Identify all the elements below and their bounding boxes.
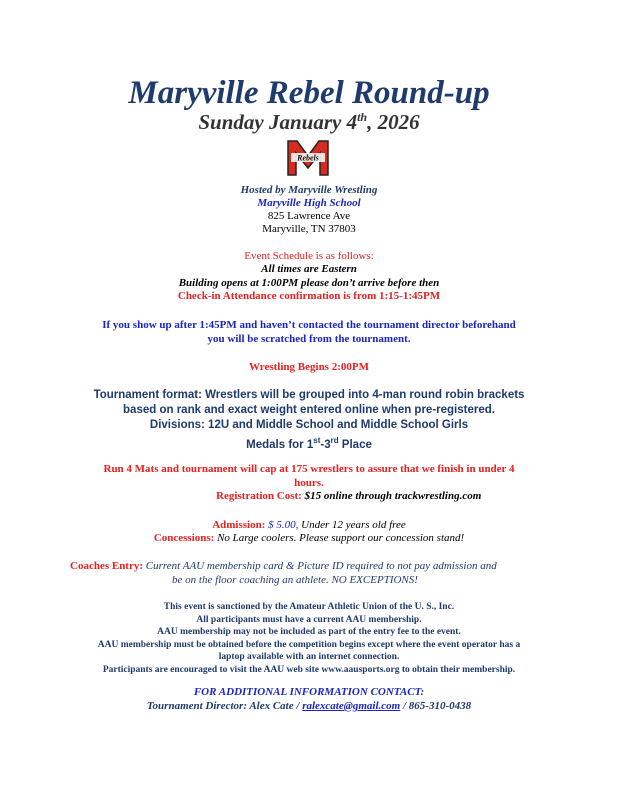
schedule-checkin: Check-in Attendance confirmation is from 1:15-1:45PM [177, 290, 441, 302]
schedule-building-open: Building opens at 1:00PM please don’t arrive before then [178, 277, 440, 289]
mats-line2: hours. [294, 477, 324, 489]
contact-heading: FOR ADDITIONAL INFORMATION CONTACT: [193, 686, 425, 698]
concessions: Concessions: No Large coolers. Please support our concession stand! [153, 532, 465, 544]
aau-line: All participants must have a current AAU membership. [196, 614, 422, 625]
format-line2: based on rank and exact weight entered online when pre-registered. [123, 404, 495, 416]
format-line1: Tournament format: Wrestlers will be grouped into 4-man round robin brackets [93, 389, 525, 401]
aau-line: AAU membership must be obtained before the competition begins except where the event operator has a [97, 639, 521, 650]
aau-line: Participants are encouraged to visit the AAU web site www.aausports.org to obtain their membership. [102, 665, 516, 675]
maryville-rebels-logo [287, 140, 329, 176]
coaches-entry-line1: Coaches Entry: Current AAU membership card & Picture ID required to not pay admission and [70, 560, 497, 572]
registration-cost: Registration Cost: $15 online through trackwrestling.com [216, 490, 482, 502]
format-medals: Medals for 1st-3rd Place [246, 436, 372, 451]
hosted-by: Hosted by Maryville Wrestling [240, 184, 378, 196]
host-street: 825 Lawrence Ave [267, 210, 351, 222]
wrestling-begins: Wrestling Begins 2:00PM [249, 361, 369, 373]
host-city: Maryville, TN 37803 [262, 223, 356, 235]
format-divisions: Divisions: 12U and Middle School and Middle School Girls [149, 419, 469, 431]
director-email-link[interactable]: ralexcate@gmail.com [302, 700, 401, 712]
late-warning-line2: you will be scratched from the tournament. [207, 333, 411, 345]
contact-director: Tournament Director: Alex Cate / ralexcate@gmail.com / 865-310-0438 [146, 700, 472, 712]
aau-line: This event is sanctioned by the Amateur Athletic Union of the U. S., Inc. [163, 602, 455, 612]
logo-script-text: Rebels [297, 153, 319, 163]
aau-line: AAU membership may not be included as part of the entry fee to the event. [157, 627, 461, 638]
event-title: Maryville Rebel Round-up [128, 75, 490, 111]
schedule-timezone: All times are Eastern [261, 263, 357, 275]
admission: Admission: $ 5.00, Under 12 years old free [212, 519, 406, 531]
late-warning-line1: If you show up after 1:45PM and haven’t contacted the tournament director beforehand [102, 319, 516, 331]
schedule-heading: Event Schedule is as follows: [244, 250, 374, 262]
coaches-entry-line2: be on the floor coaching an athlete. NO EXCEPTIONS! [172, 574, 418, 586]
aau-line: laptop available with an internet connection. [218, 652, 400, 663]
host-school: Maryville High School [257, 197, 361, 209]
event-date: Sunday January 4th, 2026 [198, 110, 420, 134]
mats-line1: Run 4 Mats and tournament will cap at 175 wrestlers to assure that we finish in under 4 [103, 463, 515, 475]
